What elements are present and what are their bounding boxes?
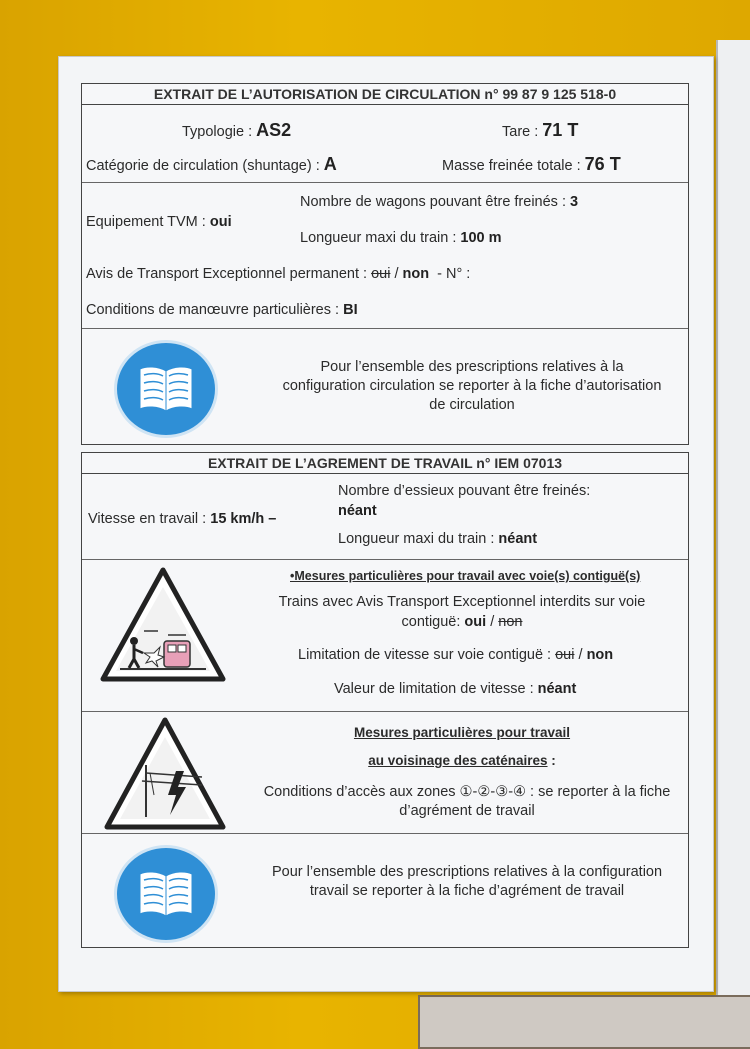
contigue-non: non	[498, 614, 523, 630]
limitation-non: non	[586, 647, 614, 663]
trains-text: Trains avec Avis Transport Exceptionnel interdits sur voie	[278, 594, 646, 610]
catenary-warning-icon	[102, 715, 228, 833]
longueur-line: Longueur maxi du train : 100 m	[300, 230, 502, 246]
mesures-catenaires-title-1: Mesures particulières pour travail	[353, 725, 571, 740]
book-icon	[114, 845, 218, 943]
mesures-catenaires-title-2: au voisinage des caténaires :	[368, 753, 556, 768]
contigue-oui: oui	[464, 614, 487, 630]
book-icon	[114, 340, 218, 438]
travail-info-text: Pour l’ensemble des prescriptions relatives à la configuration travail se reporter à la fiche d’agrément de travail	[271, 864, 663, 899]
equipement-line: Equipement TVM : oui	[86, 214, 232, 230]
circulation-title: EXTRAIT DE L’AUTORISATION DE CIRCULATION n° 99 87 9 125 518-0	[82, 84, 688, 105]
tare-line: Tare : 71 T	[502, 120, 579, 140]
adjacent-plate	[418, 995, 750, 1049]
info-placard	[58, 56, 714, 992]
contigue-line: contiguë: oui / non	[401, 614, 523, 630]
divider	[82, 182, 688, 183]
valeur-line: Valeur de limitation de vitesse : néant	[334, 681, 577, 697]
vitesse-value: 15 km/h –	[210, 511, 277, 527]
typologie-value: AS2	[256, 120, 292, 140]
longueur-travail-line: Longueur maxi du train : néant	[338, 531, 538, 547]
worker-warning-icon	[98, 565, 228, 685]
wagons-value: 3	[570, 194, 579, 210]
essieux-label: Nombre d’essieux pouvant être freinés:	[338, 483, 591, 499]
conditions-line: Conditions de manœuvre particulières : BI	[86, 302, 358, 318]
divider	[82, 833, 688, 834]
categorie-value: A	[323, 154, 337, 174]
avis-oui: oui	[371, 266, 391, 282]
mesures-contigue-title: •Mesures particulières pour travail avec voie(s) contiguë(s)	[290, 569, 641, 583]
divider	[82, 559, 688, 560]
circulation-info-text: Pour l’ensemble des prescriptions relatives à la configuration circulation se reporter à la fiche d’autorisation de circulation	[282, 359, 662, 413]
travail-title: EXTRAIT DE L’AGREMENT DE TRAVAIL n° IEM 07013	[82, 453, 688, 474]
divider	[82, 328, 688, 329]
limitation-line: Limitation de vitesse sur voie contiguë : oui / non	[298, 647, 614, 663]
travail-box	[81, 452, 689, 948]
adjacent-sheet	[716, 40, 750, 1000]
avis-non: non	[402, 266, 430, 282]
circulation-box	[81, 83, 689, 445]
acces-text: Conditions d’accès aux zones ①-②-③-④ : se reporter à la fiche d’agrément de travail	[263, 784, 671, 819]
limitation-oui: oui	[555, 647, 575, 663]
conditions-value: BI	[343, 302, 358, 318]
avis-line: Avis de Transport Exceptionnel permanent : oui / non - N° :	[86, 266, 471, 282]
typologie-line: Typologie : AS2	[182, 120, 292, 140]
masse-value: 76 T	[584, 154, 621, 174]
longueur-value: 100 m	[460, 230, 502, 246]
wagons-line: Nombre de wagons pouvant être freinés : 3	[300, 194, 579, 210]
categorie-line: Catégorie de circulation (shuntage) : A	[86, 154, 337, 174]
tare-value: 71 T	[542, 120, 579, 140]
valeur-value: néant	[537, 681, 577, 697]
masse-line: Masse freinée totale : 76 T	[442, 154, 621, 174]
longueur-travail-value: néant	[498, 531, 538, 547]
essieux-value: néant	[338, 503, 377, 519]
equipement-value: oui	[209, 214, 232, 230]
vitesse-line: Vitesse en travail : 15 km/h –	[88, 511, 277, 527]
divider	[82, 711, 688, 712]
